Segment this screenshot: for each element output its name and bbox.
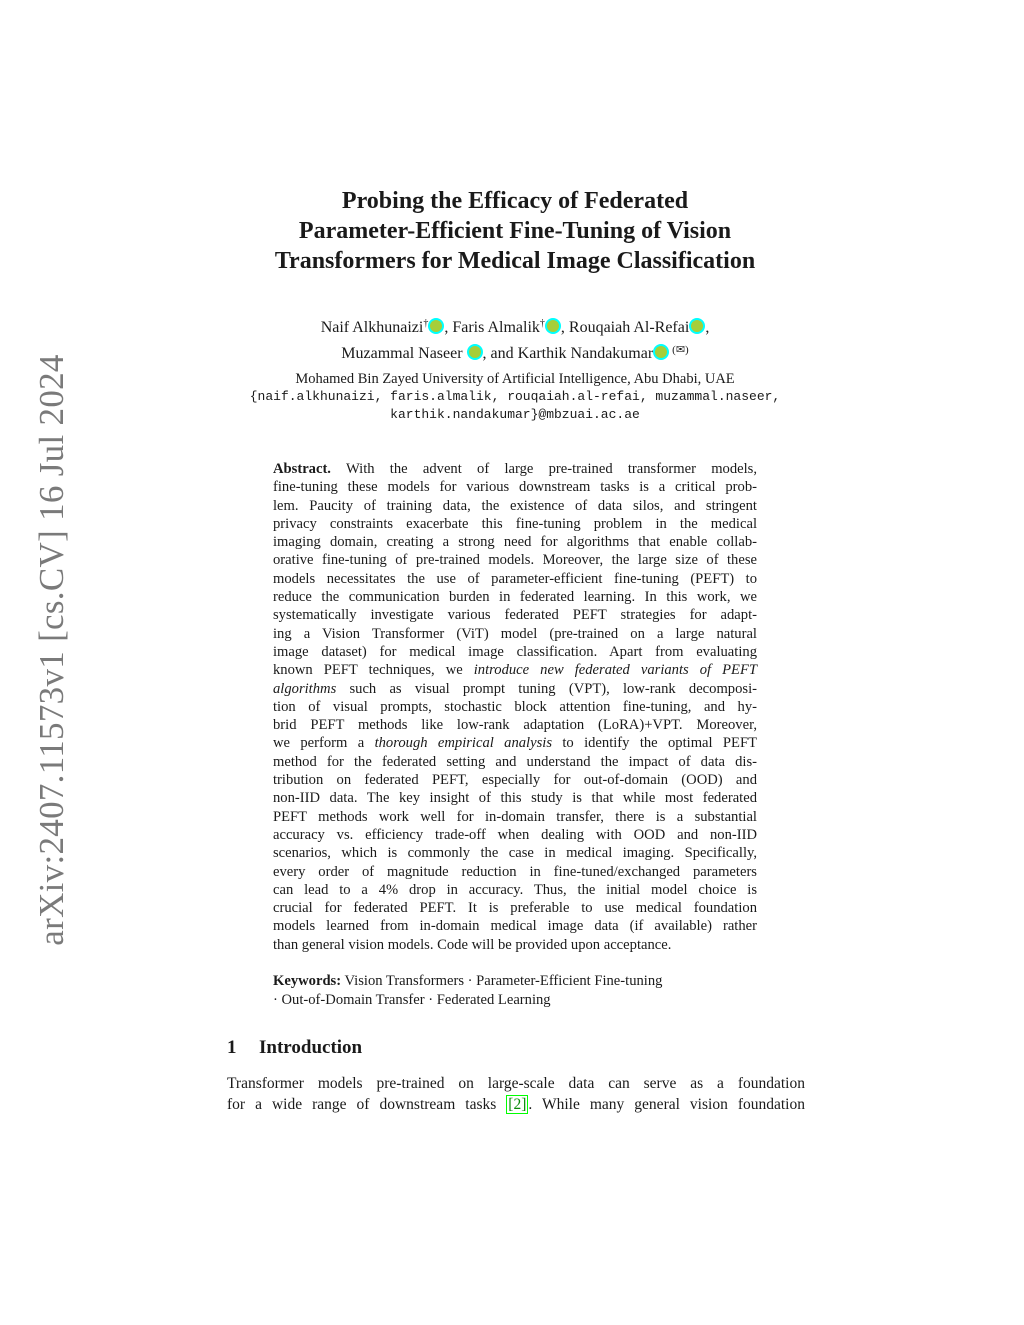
author-name: Faris Almalik xyxy=(452,319,540,336)
author-name: Muzammal Naseer xyxy=(341,345,463,362)
abstract-emphasis: introduce new federated variants of PEFT xyxy=(473,662,757,679)
author-list xyxy=(200,313,830,365)
abstract-line: privacy constraints exacerbate this fine-tuning problem in the medical xyxy=(273,515,757,532)
email-line: karthik.nandakumar}@mbzuai.ac.ae xyxy=(390,407,640,422)
email-line: {naif.alkhunaizi, faris.almalik, rouqaiah.al-refai, muzammal.naseer, xyxy=(249,389,781,404)
abstract-label: Abstract. xyxy=(273,461,331,477)
author-name: Naif Alkhunaizi xyxy=(320,319,424,336)
abstract-text: we perform a xyxy=(273,735,375,752)
abstract-line: orative fine-tuning of pre-trained models. Moreover, the large size of these xyxy=(273,552,757,569)
section-heading xyxy=(227,1037,362,1059)
abstract-line: tion of visual prompts, stochastic block attention fine-tuning, and hy- xyxy=(273,698,757,715)
envelope-icon[interactable]: (✉) xyxy=(672,344,689,356)
orcid-icon[interactable] xyxy=(546,319,560,333)
abstract-line xyxy=(273,661,757,679)
abstract-line: method for the federated setting and understand the impact of data dis- xyxy=(273,753,757,770)
title-line: Parameter-Efficient Fine-Tuning of Vision xyxy=(298,218,732,244)
dagger-mark: † xyxy=(539,318,545,329)
abstract-text: such as visual prompt tuning (VPT), low-rank decomposi- xyxy=(336,680,757,697)
intro-line: Transformer models pre-trained on large-scale data can serve as a foundation xyxy=(227,1075,805,1092)
abstract-line xyxy=(273,734,757,752)
citation-link[interactable]: [2] xyxy=(508,1096,527,1113)
abstract-line: than general vision models. Code will be provided upon acceptance. xyxy=(273,936,672,953)
abstract-line: imaging domain, creating a strong need for algorithms that enable collab- xyxy=(273,534,757,551)
separator: , xyxy=(444,319,449,336)
abstract-line: ing a Vision Transformer (ViT) model (pre-trained on a large natural xyxy=(273,625,757,642)
abstract-line: lem. Paucity of training data, the existence of data silos, and stringent xyxy=(273,497,757,514)
abstract-line: every order of magnitude reduction in fine-tuned/exchanged parameters xyxy=(273,863,757,880)
abstract-line: fine-tuning these models for various downstream tasks is a critical prob- xyxy=(273,479,757,496)
title-line: Probing the Efficacy of Federated xyxy=(341,188,689,214)
section-title: Introduction xyxy=(259,1037,363,1058)
abstract-line: models learned from in-domain medical image data (if available) rather xyxy=(273,918,757,935)
author-line xyxy=(200,339,830,365)
abstract-line: can lead to a 4% drop in accuracy. Thus, the initial model choice is xyxy=(273,881,757,898)
author-name: Karthik Nandakumar xyxy=(517,345,654,362)
author-name: Rouqaiah Al-Refai xyxy=(568,319,690,336)
abstract-line: models necessitates the use of parameter-efficient fine-tuning (PEFT) to xyxy=(273,570,757,587)
abstract-emphasis: thorough empirical analysis xyxy=(374,735,553,752)
arxiv-identifier: arXiv:2407.11573v1 [cs.CV] 16 Jul 2024 xyxy=(32,354,71,946)
abstract-line: scenarios, which is commonly the case in medical imaging. Specifically, xyxy=(273,845,757,862)
separator: , xyxy=(560,319,565,336)
dagger-mark: † xyxy=(423,318,429,329)
abstract-text: to identify the optimal PEFT xyxy=(552,735,757,752)
affiliation-block xyxy=(200,370,830,424)
separator: , xyxy=(705,319,710,336)
abstract-line: non-IID data. The key insight of this study is that while most federated xyxy=(273,790,757,807)
intro-paragraph xyxy=(227,1073,805,1115)
affiliation: Mohamed Bin Zayed University of Artificial Intelligence, Abu Dhabi, UAE xyxy=(295,371,735,387)
abstract-emphasis: algorithms xyxy=(273,680,337,697)
title-line: Transformers for Medical Image Classification xyxy=(274,248,756,274)
keywords-text: Vision Transformers · Parameter-Efficient Fine-tuning xyxy=(341,973,663,989)
abstract-line: tribution on federated PEFT, especially for out-of-domain (OOD) and xyxy=(273,772,757,789)
section-number: 1 xyxy=(227,1037,237,1058)
abstract-line: crucial for federated PEFT. It is preferable to use medical foundation xyxy=(273,900,757,917)
intro-text: for a wide range of downstream tasks xyxy=(227,1096,507,1113)
keywords-line xyxy=(273,972,757,991)
keywords-line: · Out-of-Domain Transfer · Federated Learning xyxy=(273,992,551,1008)
orcid-icon[interactable] xyxy=(654,345,668,359)
abstract-line: accuracy vs. efficiency trade-off when dealing with OOD and non-IID xyxy=(273,826,757,843)
abstract-line xyxy=(273,680,757,698)
intro-text: . While many general vision foundation xyxy=(528,1096,805,1113)
intro-line xyxy=(227,1094,805,1115)
author-line xyxy=(200,313,830,339)
abstract-line: reduce the communication burden in federated learning. In this work, we xyxy=(273,589,757,606)
abstract-text: With the advent of large pre-trained transformer models, xyxy=(330,461,757,477)
keywords xyxy=(273,972,757,1010)
abstract-line: image dataset) for medical image classification. Apart from evaluating xyxy=(273,643,757,660)
separator: , and xyxy=(482,345,514,362)
abstract xyxy=(273,460,757,954)
paper-title xyxy=(200,186,830,276)
orcid-icon[interactable] xyxy=(468,345,482,359)
keywords-label: Keywords: xyxy=(273,973,342,989)
abstract-line: systematically investigate various federated PEFT strategies for adapt- xyxy=(273,607,757,624)
abstract-line xyxy=(273,460,757,478)
abstract-line: brid PEFT methods like low-rank adaptation (LoRA)+VPT. Moreover, xyxy=(273,717,757,734)
orcid-icon[interactable] xyxy=(690,319,704,333)
abstract-text: known PEFT techniques, we xyxy=(273,662,474,679)
abstract-line: PEFT methods work well for in-domain transfer, there is a substantial xyxy=(273,808,757,825)
orcid-icon[interactable] xyxy=(429,319,443,333)
